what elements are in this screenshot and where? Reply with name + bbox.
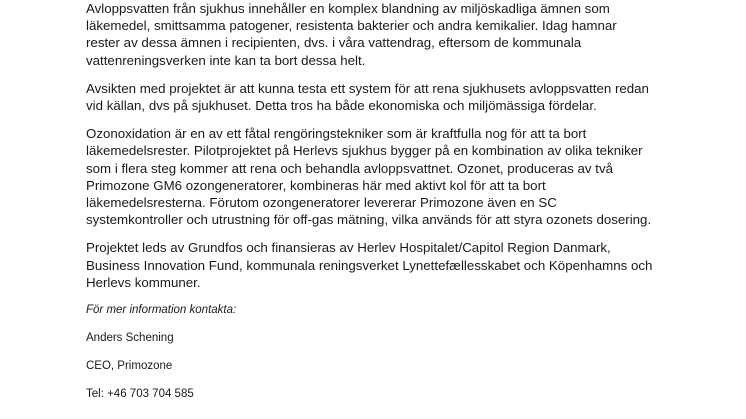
text-line: Projektet leds av Grundfos och finansieras av Herlev Hospitalet/Capitol Region Danmark, — [86, 240, 611, 256]
contact-role: CEO, Primozone — [86, 360, 173, 373]
text-line: Herlevs kommuner. — [86, 274, 201, 290]
paragraph-4 — [86, 239, 726, 291]
text-line: Business Innovation Fund, kommunala reningsverket Lynettefællesskabet och Köpenhamns och — [86, 257, 653, 273]
text-line: Primozone GM6 ozongeneratorer, kombineras här med aktivt kol för att ta bort — [86, 177, 546, 193]
text-line: Ozonoxidation är en av ett fåtal rengöringstekniker som är kraftfulla nog för att ta bort — [86, 126, 587, 142]
text-line: läkemedelsrester. Pilotprojektet på Herlevs sjukhus bygger på en kombination av olika tekniker — [86, 143, 643, 159]
contact-name: Anders Schening — [86, 332, 174, 345]
text-line: läkemedelsresterna. Förutom ozongeneratorer levererar Primozone även en SC — [86, 195, 557, 211]
paragraph-3 — [86, 125, 726, 228]
contact-heading: För mer information kontakta: — [86, 304, 237, 317]
text-line: vattenreningsverken inte kan ta bort dessa helt. — [86, 52, 366, 68]
text-line: Avloppsvatten från sjukhus innehåller en komplex blandning av miljöskadliga ämnen som — [86, 1, 610, 16]
text-line: vid källan, dvs på sjukhuset. Detta tros ha både ekonomiska och miljömässiga fördelar. — [86, 98, 597, 114]
text-line: rester av dessa ämnen i recipienten, dvs. i våra vattendrag, eftersom de kommunala — [86, 35, 582, 51]
text-line: läkemedel, smittsamma patogener, resistenta bakterier och andra kemikalier. Idag hamnar — [86, 18, 617, 34]
text-line: som i flera steg kommer att rena och behandla avloppsvattnet. Ozonet, produceras av två — [86, 160, 613, 176]
paragraph-1 — [86, 0, 726, 69]
contact-phone: Tel: +46 703 704 585 — [86, 388, 194, 401]
paragraph-2 — [86, 80, 726, 114]
document-body — [86, 0, 726, 414]
text-line: systemkontroller och utrustning för off-gas mätning, vilka används för att styra ozonets dosering. — [86, 212, 652, 228]
text-line: Avsikten med projektet är att kunna testa ett system för att rena sjukhusets avloppsvatten redan — [86, 80, 649, 96]
